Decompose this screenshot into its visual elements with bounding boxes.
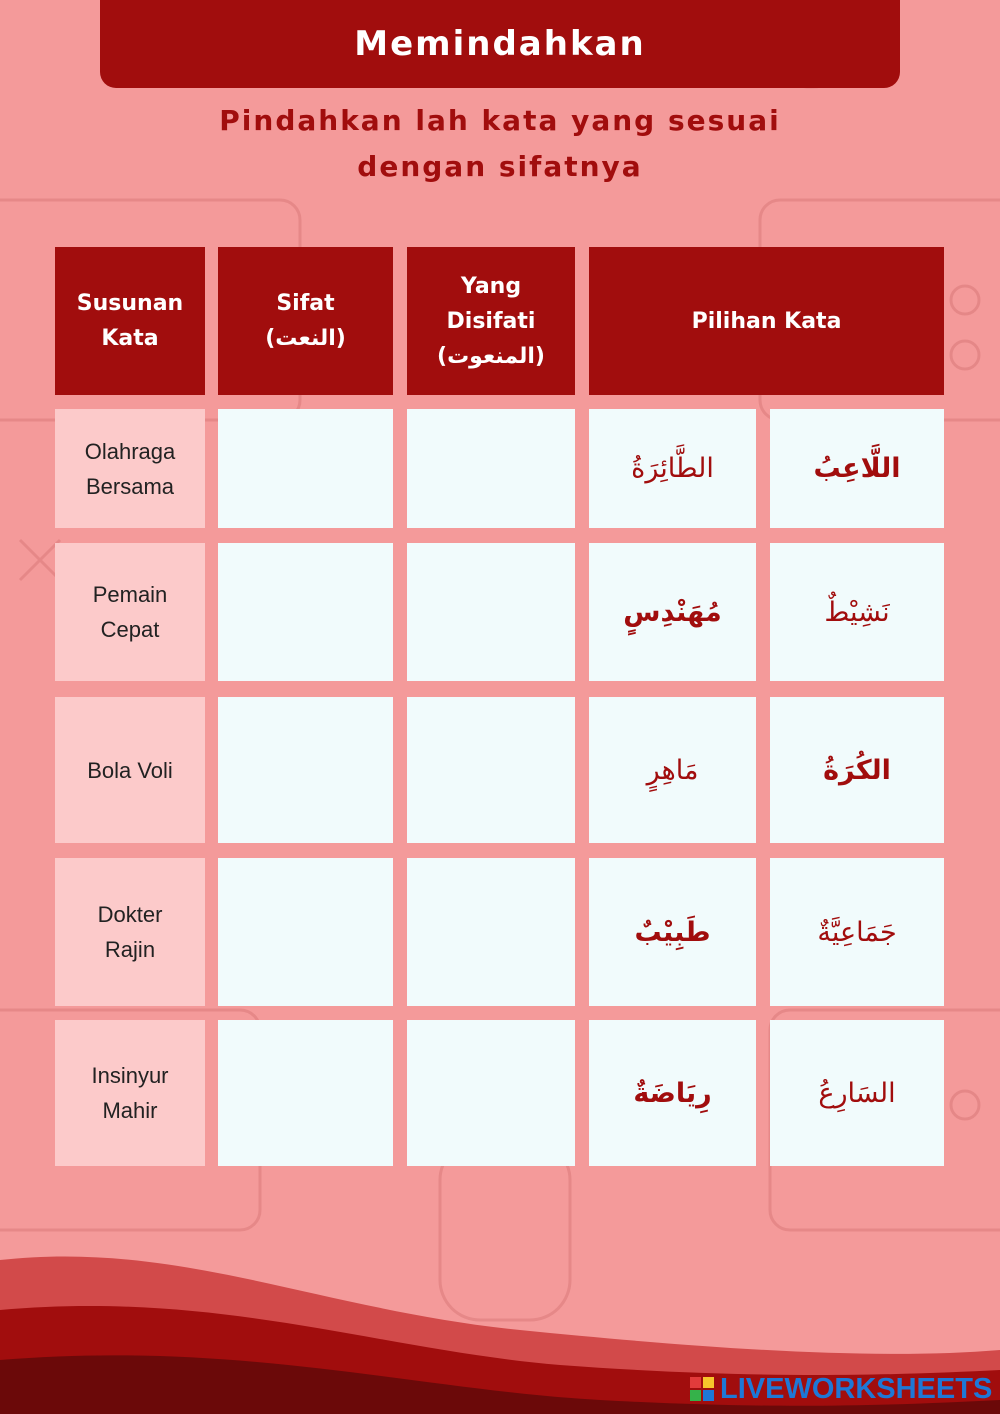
header-yang-disifati [407,247,575,395]
disifati-drop-zone[interactable] [407,409,575,528]
instructions [150,98,850,190]
header-sifat-line-1: Sifat [276,291,335,316]
sifat-drop-zone[interactable] [218,543,393,681]
word-choice[interactable]: رِيَاضَةٌ [589,1020,756,1166]
row-label-line: Bola Voli [87,757,173,783]
row-label-line: Rajin [104,937,156,962]
header-disifati-line-3: (المنعوت) [437,343,545,369]
disifati-drop-zone[interactable] [407,858,575,1006]
word-choice[interactable]: مَاهِرٍ [589,697,756,843]
row-label [55,697,205,843]
word-choice[interactable]: السَارِعُ [770,1020,944,1166]
header-sifat [218,247,393,395]
row-label [55,1020,205,1166]
page-title: Memindahkan [100,0,900,88]
header-sifat-line-2: (النعت) [265,326,346,351]
word-choice[interactable]: نَشِيْطٌ [770,543,944,681]
word-choice[interactable]: الكُرَةُ [770,697,944,843]
sifat-drop-zone[interactable] [218,858,393,1006]
sifat-drop-zone[interactable] [218,697,393,843]
row-label-line: Dokter [97,902,163,927]
row-label-line: Bersama [85,473,175,499]
instructions-line-2: dengan sifatnya [357,150,643,183]
row-label-line: Olahraga [84,438,176,464]
row-label-line: Cepat [100,617,160,642]
disifati-drop-zone[interactable] [407,1020,575,1166]
row-label-line: Mahir [102,1098,158,1123]
disifati-drop-zone[interactable] [407,543,575,681]
header-susunan-kata [55,247,205,395]
header-pilihan-kata [589,247,944,395]
word-choice[interactable]: اللَّاعِبُ [770,409,944,528]
liveworksheets-logo-icon [690,1377,714,1401]
row-label [55,409,205,528]
word-choice[interactable]: مُهَنْدِسٍ [589,543,756,681]
header-pilihan-label: Pilihan Kata [691,308,842,334]
word-choice[interactable]: جَمَاعِيَّةٌ [770,858,944,1006]
header-susunan-line-1: Susunan [76,291,184,316]
instructions-line-1: Pindahkan lah kata yang sesuai [219,104,781,137]
header-disifati-line-1: Yang [460,273,522,299]
sifat-drop-zone[interactable] [218,409,393,528]
word-choice[interactable]: طَبِيْبٌ [589,858,756,1006]
header-disifati-line-2: Disifati [446,308,536,334]
row-label-line: Pemain [92,582,168,607]
row-label [55,543,205,681]
liveworksheets-logo [690,1372,992,1406]
disifati-drop-zone[interactable] [407,697,575,843]
row-label-line: Insinyur [91,1063,169,1088]
sifat-drop-zone[interactable] [218,1020,393,1166]
row-label [55,858,205,1006]
liveworksheets-logo-text: LIVEWORKSHEETS [720,1372,993,1405]
word-choice[interactable]: الطَّائِرَةُ [589,409,756,528]
header-susunan-line-2: Kata [101,326,159,351]
